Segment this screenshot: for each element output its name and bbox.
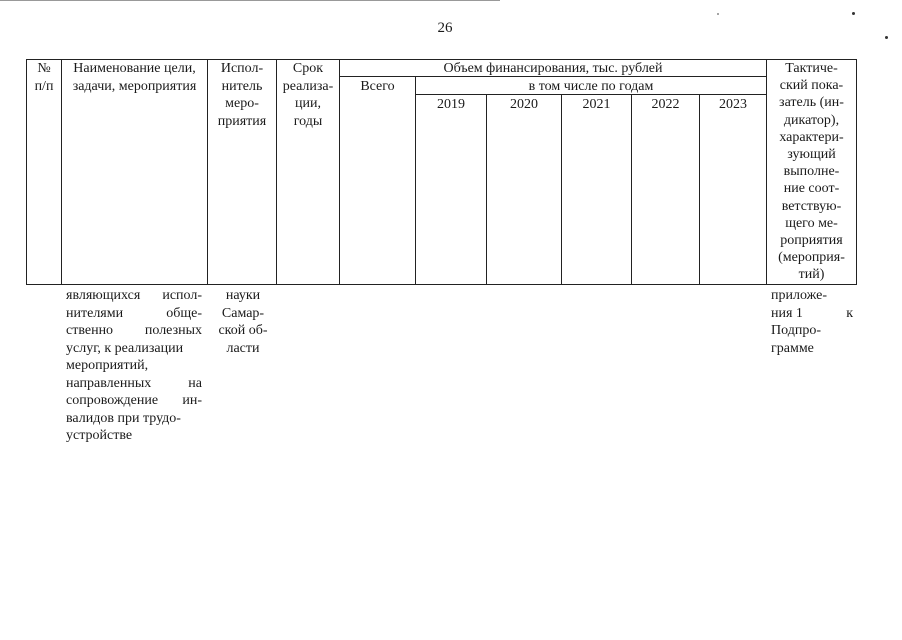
scan-edge <box>0 0 500 1</box>
header-executor: Испол- нитель меро- приятия <box>217 61 267 129</box>
header-year-2019: 2019 <box>437 97 465 112</box>
page-number: 26 <box>437 20 453 36</box>
header-year-2023: 2023 <box>719 97 747 112</box>
header-name: Наименование цели, задачи, мероприятия <box>72 61 197 94</box>
continuation-indicator-text: приложе- ния 1 к Подпро- грамме <box>771 288 853 356</box>
col-line-7 <box>561 95 562 285</box>
header-year-2021: 2021 <box>582 97 611 112</box>
col-line-6 <box>486 95 487 285</box>
continuation-executor-text: науки Самар- ской об- ласти <box>218 288 268 356</box>
header-year-2022: 2022 <box>651 97 680 112</box>
scan-speck <box>852 12 855 15</box>
header-funding: Объем финансирования, тыс. рублей <box>443 61 663 76</box>
col-line-8 <box>631 95 632 285</box>
col-line-9 <box>699 95 700 285</box>
header-term: Срок реализа- ции, годы <box>282 61 334 129</box>
table-bottom-border <box>26 284 856 285</box>
header-indicator: Тактиче- ский пока- затель (ин- дикатор), характери- зующий выполне- ние соот- ветствую- щего ме- роприятия (мероприя- тий) <box>778 61 845 283</box>
header-num: № п/п <box>34 61 54 94</box>
header-year-2020: 2020 <box>510 97 538 112</box>
scan-speck <box>717 13 719 15</box>
col-line-11 <box>856 59 857 285</box>
continuation-name-text: являющихся испол- нителями обще- ственно полезных услуг, к реализации мероприятий, направленных на сопровождение ин- валидов при трудо- устройстве <box>66 288 202 443</box>
scan-speck <box>885 36 888 39</box>
header-by-years: в том числе по годам <box>528 79 654 94</box>
header-total: Всего <box>360 79 395 94</box>
